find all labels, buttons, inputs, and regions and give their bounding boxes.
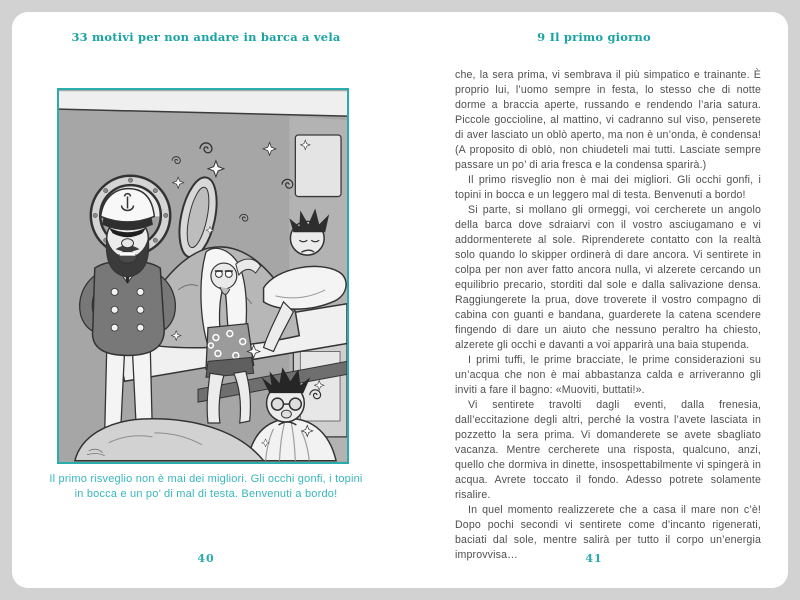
right-page — [400, 12, 788, 588]
book-spread — [12, 12, 788, 588]
chapter-running-head: 9 Il primo giorno — [537, 30, 651, 44]
left-page — [12, 12, 400, 588]
body-paragraph: Vi sentirete travolti dagli eventi, dalla frenesia, dall’eccitazione degli altri, perché la vostra l’avete lasciata in pozzetto la sera prima. Vi domanderete se avete sbagliato vacanza. Mentre cercherete una risposta, qualcuno, anzi, quello che dormiva in dinette, insospettabilmente vi spingerà in acqua. Avrete toccato il fondo. Adesso potrete solamente risalire. — [455, 399, 761, 501]
illustration-caption — [22, 472, 390, 502]
cabin-cartoon-illustration — [57, 88, 349, 464]
left-running-head: 33 motivi per non andare in barca a vela — [71, 30, 341, 44]
chapter-body-text — [455, 68, 761, 563]
body-paragraph: In quel momento realizzerete che a casa il mare non c’è! Dopo pochi secondi vi sentirete come d’incanto rigenerati, baciati dal sole, mentre salirà per tutto il corpo un’energia improvvisa… — [455, 504, 761, 561]
page-number-left: 40 — [197, 552, 215, 565]
caption-line-2: in bocca e un po’ di mal di testa. Benvenuti a bordo! — [74, 488, 338, 500]
body-paragraph: Si parte, si mollano gli ormeggi, voi cercherete un angolo della barca dove sdraiarvi con il vostro asciugamano e vi addormenterete al sole. Riprenderete contatto con la realtà solo quando lo skipper ordinerà di dare ancora. Vi sentirete in colpa per non aver fatto ancora nulla, vi alzerete cercando un equilibrio precario, storditi dal sole e dalla salivazione densa. Raggiungerete la prua, dove troverete il vostro compagno di cabina con guanti e bandana, guarderete la catena scendere fingendo di dare un aiuto che nessuno peraltro ha chiesto, alzerete gli occhi e davanti a voi apparirà una baia stupenda. — [455, 204, 761, 351]
page-number-right: 41 — [585, 552, 603, 565]
body-paragraph: I primi tuffi, le prime bracciate, le prime considerazioni su un’acqua che non è mai abbastanza calda e arriveranno gli inviti a fare il bagno: «Muoviti, buttati!». — [455, 354, 761, 396]
body-paragraph: Il primo risveglio non è mai dei migliori. Gli occhi gonfi, i topini in bocca e un leggero mal di testa. Benvenuti a bordo! — [455, 174, 761, 201]
body-paragraph: che, la sera prima, vi sembrava il più simpatico e trainante. È proprio lui, l’uomo sempre in festa, lo stesso che di notte dorme a braccia aperte, russando e rendendo l’aria satura. Piccole goccioline, al mattino, vi cadranno sul viso, penserete di aver lasciato un oblò aperto, ma non è un’onda, è condensa! (A proposito di oblò, non chiudeteli mai tutti. Lasciate sempre passare un po’ di aria fresca e la condensa sparirà.) — [455, 69, 761, 171]
caption-line-1: Il primo risveglio non è mai dei migliori. Gli occhi gonfi, i topini — [49, 473, 363, 485]
cabin-cartoon-svg — [59, 90, 347, 462]
